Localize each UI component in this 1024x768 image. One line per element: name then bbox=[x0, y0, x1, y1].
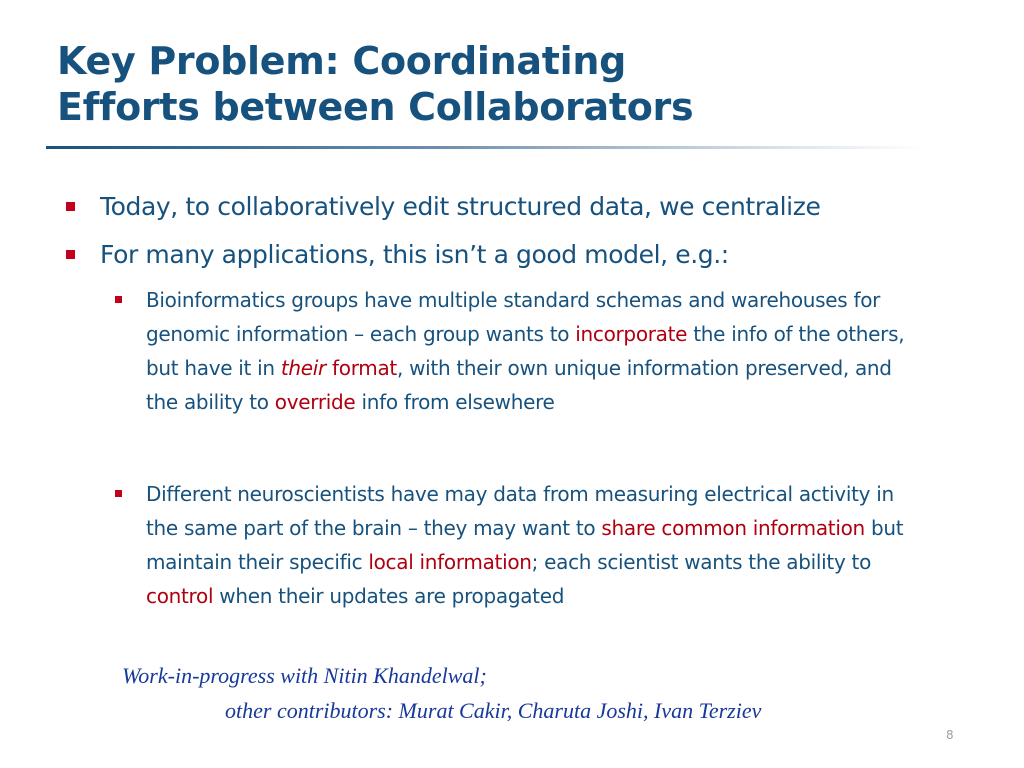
credit-line-1: Work-in-progress with Nitin Khandelwal; bbox=[122, 663, 487, 688]
sub-bullet-item bbox=[146, 477, 926, 613]
highlight-control: control bbox=[146, 584, 214, 608]
bullet-text: For many applications, this isn’t a good model, e.g.: bbox=[100, 240, 729, 269]
title-line-1: Key Problem: Coordinating bbox=[57, 39, 626, 83]
bullet-item bbox=[100, 191, 930, 223]
credit-line-2: other contributors: Murat Cakir, Charuta Joshi, Ivan Terziev bbox=[225, 698, 762, 723]
highlight-override: override bbox=[274, 390, 356, 414]
sub-bullet-marker bbox=[115, 296, 122, 303]
sub-bullet-text: Different neuroscientists have may data from measuring electrical activity in the same part of the brain – they may want to share common information but maintain their specific local information; each scientist wants the ability to control when their updates are propagated bbox=[146, 482, 904, 608]
bullet-text: Today, to collaboratively edit structured data, we centralize bbox=[100, 192, 821, 221]
title-line-2: Efforts between Collaborators bbox=[57, 85, 694, 129]
title-divider bbox=[46, 146, 926, 149]
bullet-marker bbox=[66, 250, 75, 259]
bullet-item bbox=[100, 239, 930, 271]
highlight-format: format bbox=[332, 356, 397, 380]
slide-title bbox=[57, 38, 693, 130]
sub-bullet-marker bbox=[115, 490, 122, 497]
highlight-share-common-information: share common information bbox=[601, 516, 865, 540]
highlight-local-information: local information bbox=[368, 550, 532, 574]
highlight-incorporate: incorporate bbox=[575, 322, 688, 346]
bullet-marker bbox=[66, 202, 75, 211]
sub-bullet-item bbox=[146, 283, 926, 419]
page-number: 8 bbox=[946, 728, 954, 742]
highlight-their: their bbox=[280, 356, 326, 380]
sub-bullet-text: Bioinformatics groups have multiple standard schemas and warehouses for genomic information – each group wants to incorporate the info of the others, but have it in their format, with their own unique information preserved, and the ability to override info from elsewhere bbox=[146, 288, 905, 414]
